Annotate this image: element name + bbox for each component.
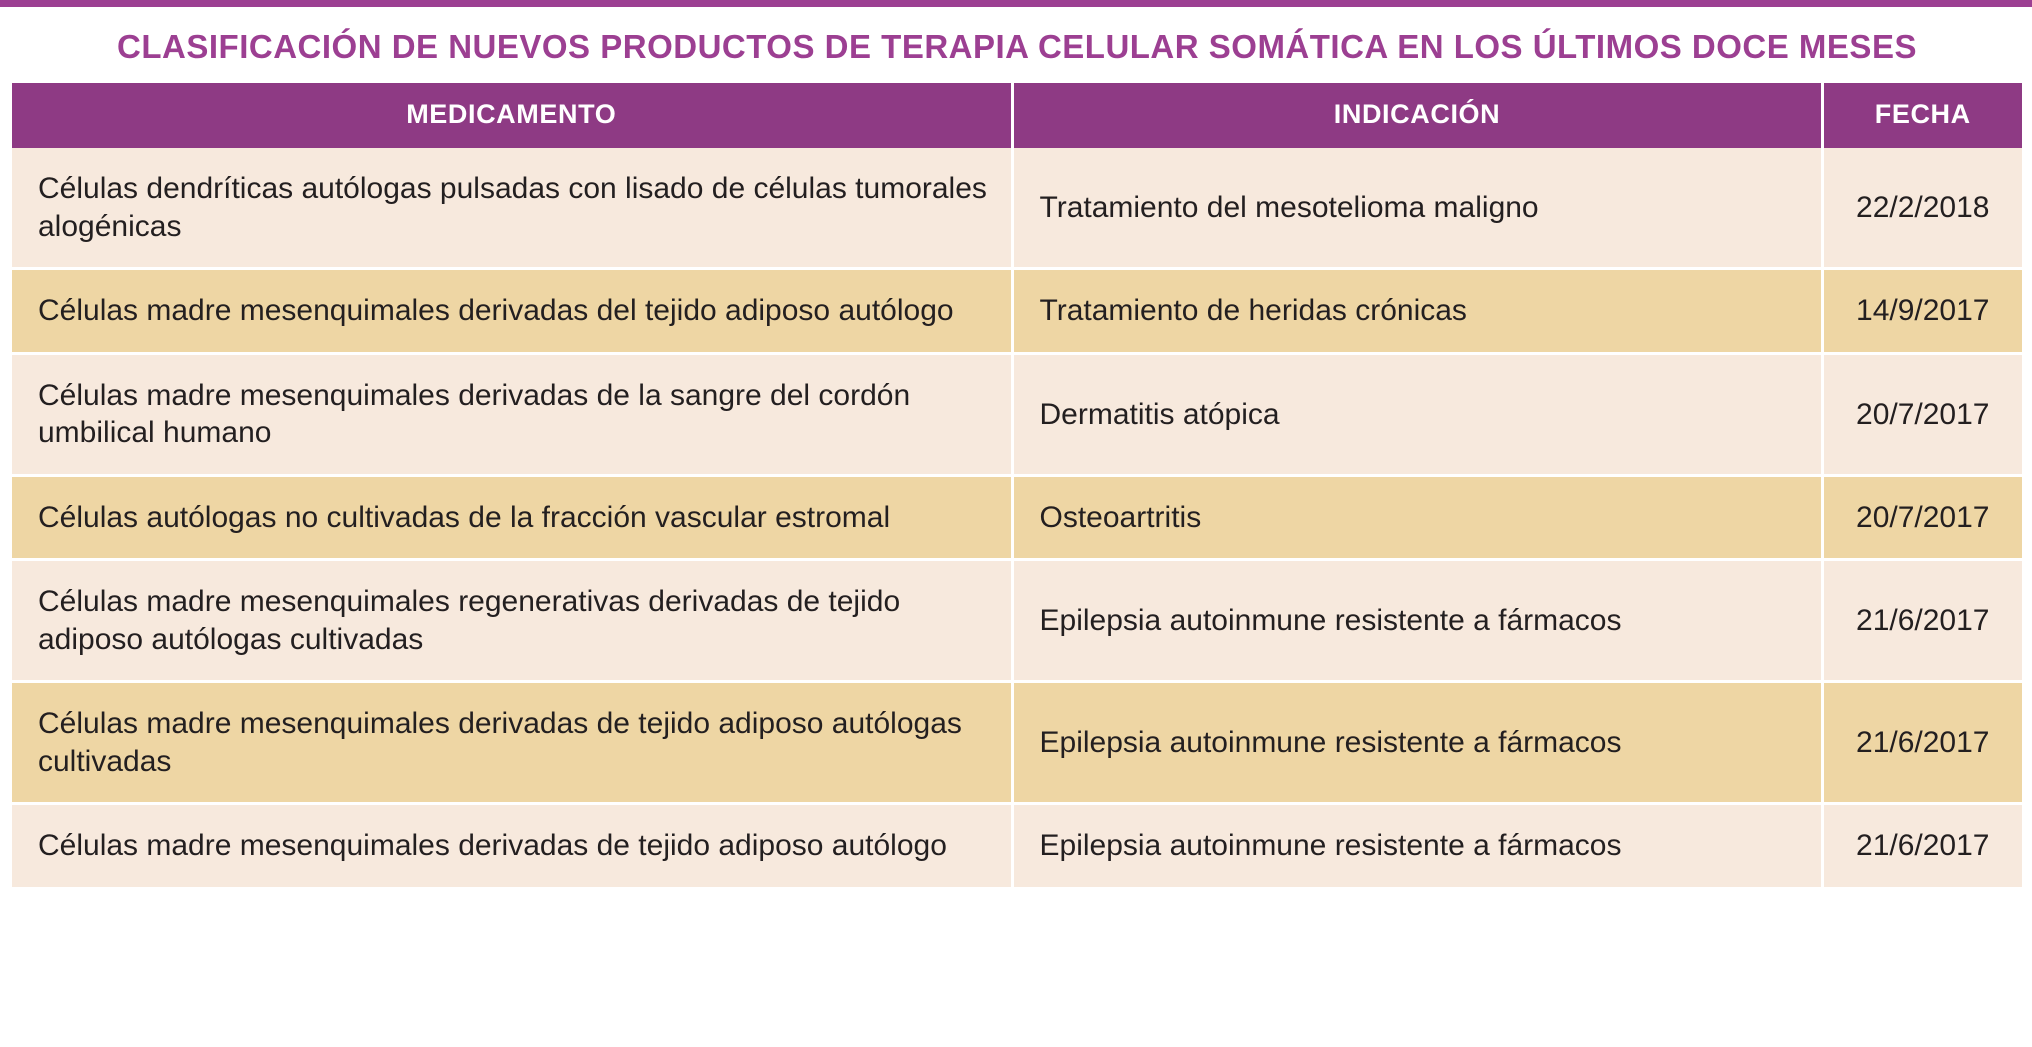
cell-medicamento: Células madre mesenquimales derivadas de tejido adiposo autólogo xyxy=(12,804,1012,889)
cell-medicamento: Células madre mesenquimales derivadas de la sangre del cordón umbilical humano xyxy=(12,353,1012,475)
classification-table xyxy=(12,13,2022,890)
table-row xyxy=(12,560,2022,682)
cell-medicamento: Células madre mesenquimales regenerativas derivadas de tejido adiposo autólogas cultivadas xyxy=(12,560,1012,682)
cell-fecha: 20/7/2017 xyxy=(1822,475,2022,560)
cell-indicacion: Osteoartritis xyxy=(1012,475,1822,560)
cell-indicacion: Tratamiento de heridas crónicas xyxy=(1012,269,1822,354)
cell-fecha: 22/2/2018 xyxy=(1822,148,2022,269)
cell-indicacion: Epilepsia autoinmune resistente a fármacos xyxy=(1012,560,1822,682)
cell-fecha: 14/9/2017 xyxy=(1822,269,2022,354)
column-header-fecha: FECHA xyxy=(1822,83,2022,148)
cell-indicacion: Epilepsia autoinmune resistente a fármacos xyxy=(1012,682,1822,804)
cell-fecha: 21/6/2017 xyxy=(1822,560,2022,682)
cell-fecha: 21/6/2017 xyxy=(1822,682,2022,804)
cell-medicamento: Células autólogas no cultivadas de la fracción vascular estromal xyxy=(12,475,1012,560)
cell-medicamento: Células dendríticas autólogas pulsadas con lisado de células tumorales alogénicas xyxy=(12,148,1012,269)
table-title-row xyxy=(12,13,2022,83)
table-header-row xyxy=(12,83,2022,148)
column-header-medicamento: MEDICAMENTO xyxy=(12,83,1012,148)
page-title: CLASIFICACIÓN DE NUEVOS PRODUCTOS DE TERAPIA CELULAR SOMÁTICA EN LOS ÚLTIMOS DOCE MESES xyxy=(12,13,2022,83)
column-header-indicacion: INDICACIÓN xyxy=(1012,83,1822,148)
table-row xyxy=(12,475,2022,560)
table-row xyxy=(12,148,2022,269)
table-row xyxy=(12,269,2022,354)
cell-indicacion: Dermatitis atópica xyxy=(1012,353,1822,475)
table-row xyxy=(12,682,2022,804)
cell-indicacion: Epilepsia autoinmune resistente a fármacos xyxy=(1012,804,1822,889)
table-row xyxy=(12,804,2022,889)
cell-medicamento: Células madre mesenquimales derivadas de tejido adiposo autólogas cultivadas xyxy=(12,682,1012,804)
table-row xyxy=(12,353,2022,475)
cell-fecha: 21/6/2017 xyxy=(1822,804,2022,889)
cell-indicacion: Tratamiento del mesotelioma maligno xyxy=(1012,148,1822,269)
cell-medicamento: Células madre mesenquimales derivadas del tejido adiposo autólogo xyxy=(12,269,1012,354)
cell-fecha: 20/7/2017 xyxy=(1822,353,2022,475)
